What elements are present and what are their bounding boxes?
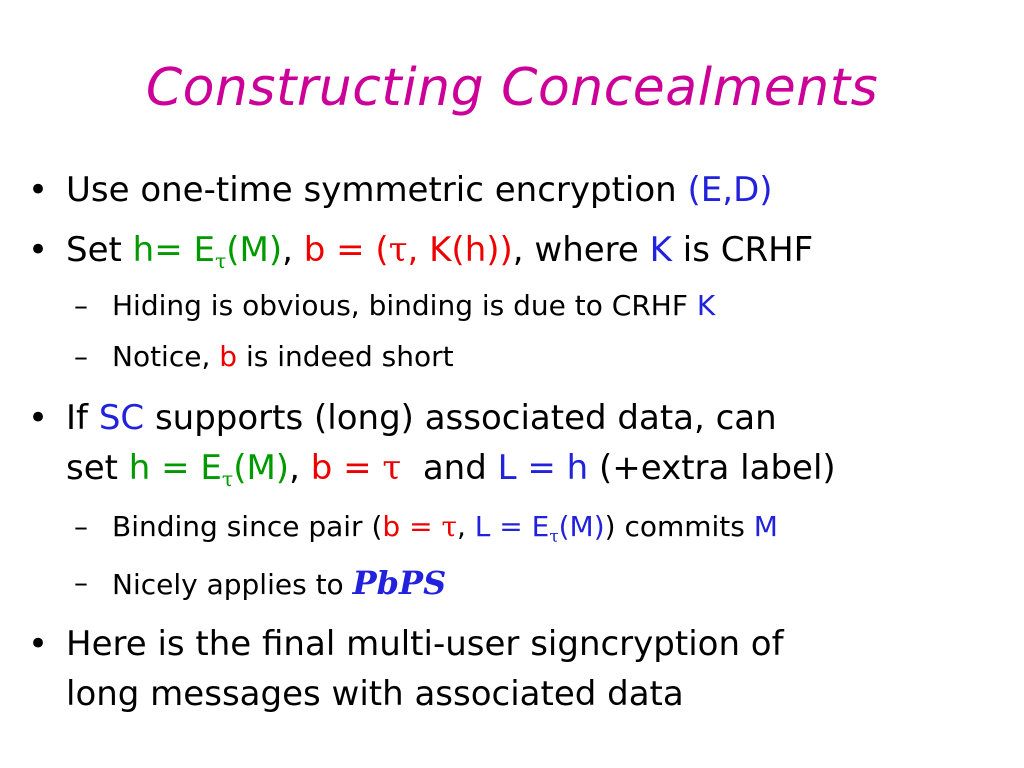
l-definition: L = h bbox=[497, 448, 589, 488]
l-definition bbox=[474, 510, 605, 546]
kh-arg: , K(h)) bbox=[407, 230, 513, 270]
bullet-if-sc-line2 bbox=[66, 444, 1006, 492]
h-definition bbox=[132, 230, 283, 274]
bullet-text-tail: supports (long) associated data, can bbox=[144, 398, 777, 438]
comma: , bbox=[289, 448, 311, 488]
m-arg: (M) bbox=[233, 448, 290, 488]
subbullet-dash: – bbox=[74, 566, 88, 599]
b-symbol: b bbox=[219, 340, 238, 373]
tau-subscript: τ bbox=[221, 467, 234, 492]
bullet-final-line2 bbox=[66, 670, 1006, 718]
pbps-term: PbPS bbox=[352, 564, 447, 602]
comma: , bbox=[456, 510, 475, 543]
subbullet-text: Nicely applies to bbox=[112, 568, 353, 601]
subbullet-text: Hiding is obvious, binding is due to CRHF bbox=[112, 289, 697, 322]
subbullet-dash: – bbox=[74, 510, 88, 543]
extra-label-text: (+extra label) bbox=[588, 448, 836, 488]
k-symbol: K bbox=[696, 289, 716, 322]
bullet-set-h-b bbox=[28, 226, 1006, 274]
m-symbol: M bbox=[753, 510, 778, 543]
bullet-text: Here is the final multi-user signcryption of bbox=[66, 624, 784, 664]
h-definition bbox=[128, 448, 290, 492]
bullet-dot: • bbox=[28, 170, 49, 210]
subbullet-hiding bbox=[74, 286, 1002, 326]
tau-symbol: τ bbox=[382, 448, 402, 488]
where-text: , where bbox=[512, 230, 650, 270]
encryption-pair: (E,D) bbox=[687, 170, 773, 210]
subbullet-text: Notice, bbox=[112, 340, 220, 373]
tau-subscript: τ bbox=[549, 525, 559, 546]
subbullet-notice bbox=[74, 337, 1002, 377]
subbullet-nicely bbox=[74, 563, 1002, 605]
m-arg: (M) bbox=[226, 230, 283, 270]
slide-title: Constructing Concealments bbox=[145, 58, 879, 118]
h-eq: h = E bbox=[128, 448, 222, 488]
subbullet-binding bbox=[74, 507, 1002, 547]
bullet-dot: • bbox=[28, 398, 49, 438]
b-definition bbox=[382, 510, 457, 543]
bullet-dot: • bbox=[28, 230, 49, 270]
subbullet-dash: – bbox=[74, 289, 88, 322]
bullet-text: Use one-time symmetric encryption bbox=[66, 170, 688, 210]
bullet-dot: • bbox=[28, 624, 49, 664]
l-eq: L = E bbox=[474, 510, 550, 543]
b-eq: b = bbox=[310, 448, 383, 488]
tau-symbol: τ bbox=[388, 230, 408, 270]
comma: , bbox=[282, 230, 304, 270]
bullet-use-encryption bbox=[28, 166, 1006, 214]
h-eq: h= E bbox=[132, 230, 215, 270]
k-symbol: K bbox=[649, 230, 672, 270]
and-text: and bbox=[401, 448, 498, 488]
commits-text: ) commits bbox=[604, 510, 754, 543]
bullet-if-sc bbox=[28, 394, 1006, 442]
b-eq: b = ( bbox=[303, 230, 389, 270]
tau-symbol: τ bbox=[441, 510, 457, 543]
m-arg: (M) bbox=[558, 510, 605, 543]
b-definition bbox=[304, 230, 513, 270]
bullet-text: If bbox=[66, 398, 99, 438]
is-crhf-text: is CRHF bbox=[671, 230, 814, 270]
bullet-text: Set bbox=[66, 230, 133, 270]
subbullet-dash: – bbox=[74, 340, 88, 373]
bullet-text: set bbox=[66, 448, 129, 488]
bullet-text: long messages with associated data bbox=[66, 674, 684, 714]
bullet-final bbox=[28, 620, 1006, 668]
subbullet-text-tail: is indeed short bbox=[237, 340, 454, 373]
subbullet-text: Binding since pair ( bbox=[112, 510, 383, 543]
tau-subscript: τ bbox=[214, 249, 227, 274]
b-eq: b = bbox=[382, 510, 442, 543]
sc-symbol: SC bbox=[98, 398, 145, 438]
b-definition bbox=[311, 448, 402, 488]
